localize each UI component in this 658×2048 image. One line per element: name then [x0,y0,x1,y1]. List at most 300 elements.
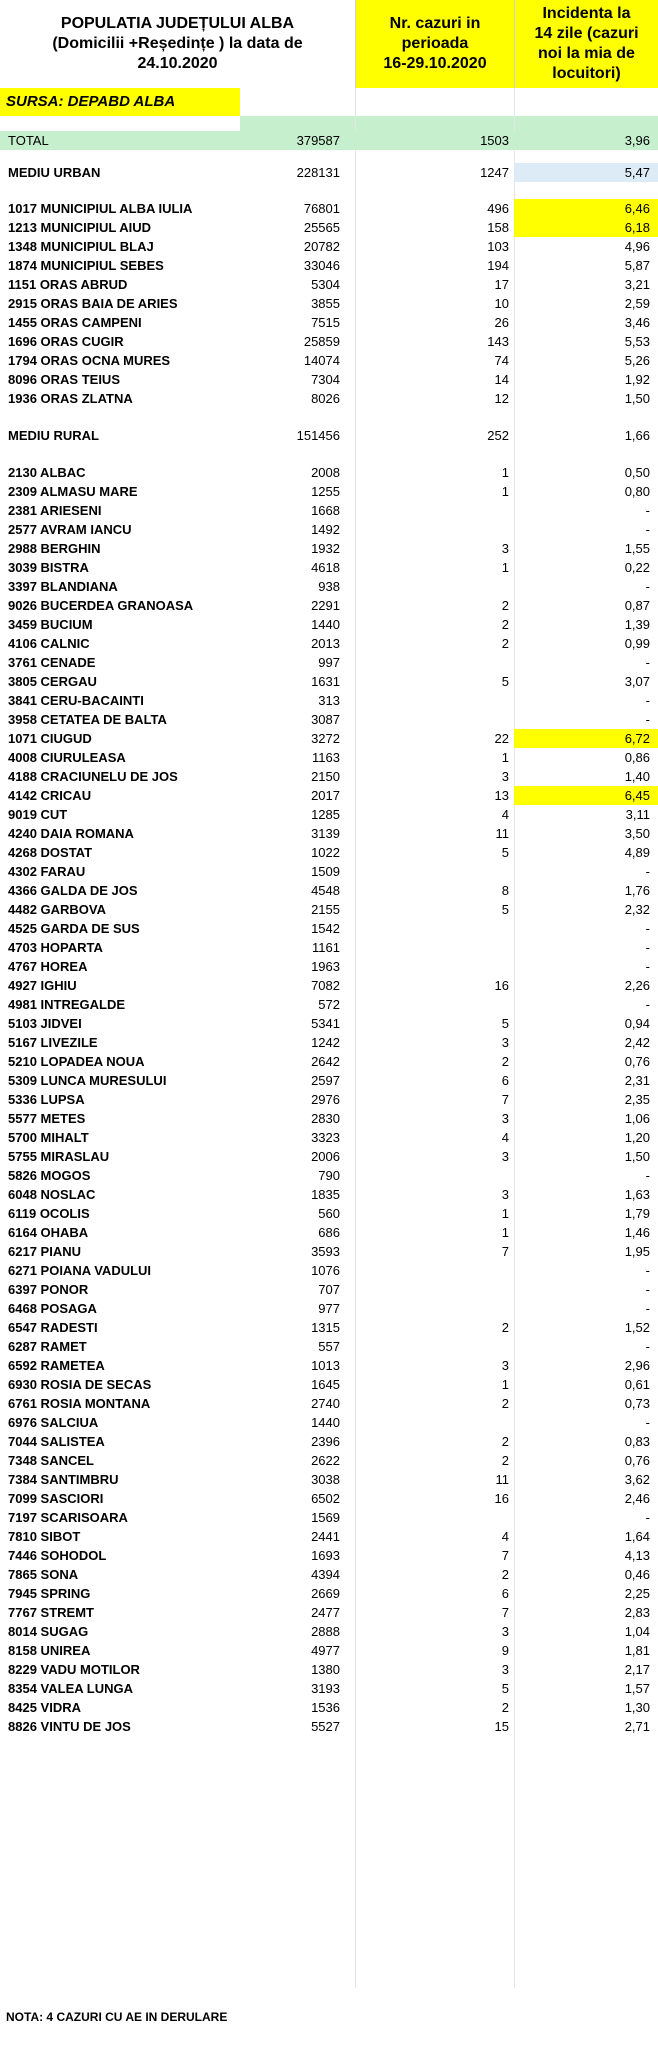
row-incidence: 0,87 [624,598,650,613]
row-incidence: 0,86 [624,750,650,765]
row-incidence: 3,21 [624,277,650,292]
row-name: 5336 LUPSA [8,1092,85,1107]
row-cases: 2 [501,1054,509,1069]
row-population: 76801 [303,201,340,216]
row-population: 1440 [311,617,340,632]
row-incidence: 1,95 [624,1244,650,1259]
row-cases: 2 [501,1567,509,1582]
row-population: 25859 [303,334,340,349]
row-name: MEDIU RURAL [8,428,99,443]
row-incidence: 3,07 [624,674,650,689]
row-cases: 11 [495,1472,509,1487]
row-name: 5309 LUNCA MURESULUI [8,1073,167,1088]
row-population: 3593 [311,1244,340,1259]
row-cases: 6 [501,1586,509,1601]
row-name: 1455 ORAS CAMPENI [8,315,142,330]
row-cases: 74 [494,353,509,368]
row-name: 1071 CIUGUD [8,731,92,746]
row-name: 4302 FARAU [8,864,86,879]
row-incidence: - [645,655,650,670]
row-incidence: 1,52 [624,1320,650,1335]
table-row [0,976,658,995]
row-cases: 10 [494,296,509,311]
row-name: 7767 STREMT [8,1605,94,1620]
row-population: 379587 [296,133,340,148]
row-population: 2622 [311,1453,340,1468]
row-name: 4767 HOREA [8,959,88,974]
row-incidence: 2,32 [624,902,650,917]
row-name: 5826 MOGOS [8,1168,91,1183]
row-incidence: 1,76 [624,883,650,898]
row-cases: 1 [501,1206,509,1221]
row-cases: 5 [501,1016,509,1031]
row-cases: 3 [501,1358,509,1373]
row-name: 1348 MUNICIPIUL BLAJ [8,239,154,254]
row-cases: 5 [501,674,509,689]
row-incidence: - [645,522,650,537]
table-row [0,691,658,710]
row-cases: 14 [494,372,509,387]
row-incidence: 1,63 [624,1187,650,1202]
row-name: 2130 ALBAC [8,465,86,480]
row-population: 25565 [303,220,340,235]
row-incidence: 2,42 [624,1035,650,1050]
row-incidence: 1,79 [624,1206,650,1221]
table-row [0,1014,658,1033]
table-row [0,558,658,577]
row-incidence: 1,55 [624,541,650,556]
row-population: 2441 [311,1529,340,1544]
row-population: 2155 [311,902,340,917]
row-population: 1163 [312,750,340,765]
row-cases: 1 [501,1377,509,1392]
table-row [0,900,658,919]
row-name: 4188 CRACIUNELU DE JOS [8,769,178,784]
table-row [0,501,658,520]
row-population: 1013 [311,1358,340,1373]
table-row [0,520,658,539]
row-cases: 4 [501,1130,509,1145]
row-population: 2830 [311,1111,340,1126]
row-incidence: 0,94 [624,1016,650,1031]
table-row [0,862,658,881]
row-name: 4927 IGHIU [8,978,77,993]
row-population: 1509 [311,864,340,879]
row-population: 1835 [311,1187,340,1202]
table-row [0,653,658,672]
row-cases: 7 [501,1092,509,1107]
row-population: 1631 [311,674,340,689]
row-name: 3761 CENADE [8,655,96,670]
row-population: 1693 [311,1548,340,1563]
row-cases: 2 [501,1453,509,1468]
table-row [0,1204,658,1223]
table-row [0,1147,658,1166]
row-name: 1151 ORAS ABRUD [8,277,128,292]
table-row [0,218,658,237]
row-cases: 5 [501,902,509,917]
table-row [0,463,658,482]
row-name: 8158 UNIREA [8,1643,91,1658]
header-incidence [514,0,658,88]
table-row [0,163,658,182]
row-name: 8425 VIDRA [8,1700,81,1715]
row-incidence: 1,66 [624,428,650,443]
table-row [0,729,658,748]
table-row [0,370,658,389]
row-cases: 1 [501,750,509,765]
row-cases: 3 [501,1149,509,1164]
row-incidence: 4,13 [624,1548,650,1563]
row-cases: 16 [494,978,509,993]
row-population: 14074 [303,353,340,368]
table-row [0,1394,658,1413]
row-name: 3039 BISTRA [8,560,89,575]
row-incidence: 1,81 [624,1643,650,1658]
row-population: 560 [318,1206,340,1221]
row-population: 1542 [311,921,340,936]
row-population: 3272 [311,731,340,746]
row-name: MEDIU URBAN [8,165,101,180]
table-row [0,596,658,615]
row-population: 151456 [296,428,340,443]
row-cases: 1 [501,560,509,575]
table-row [0,1052,658,1071]
row-cases: 12 [494,391,509,406]
table-row [0,1717,658,1736]
row-incidence: - [645,940,650,955]
row-population: 1645 [311,1377,340,1392]
row-name: 2381 ARIESENI [8,503,102,518]
row-incidence: 6,18 [624,220,650,235]
table-row [0,1546,658,1565]
row-name: 6761 ROSIA MONTANA [8,1396,151,1411]
row-population: 2976 [311,1092,340,1107]
row-name: 6976 SALCIUA [8,1415,99,1430]
table-row [0,710,658,729]
row-name: 7384 SANTIMBRU [8,1472,119,1487]
row-population: 1285 [311,807,340,822]
row-name: 5755 MIRASLAU [8,1149,110,1164]
row-population: 5304 [311,277,340,292]
row-population: 1315 [311,1320,340,1335]
row-cases: 16 [494,1491,509,1506]
header-cases [355,0,514,88]
row-incidence: - [645,997,650,1012]
table-row [0,1280,658,1299]
row-incidence: 3,46 [624,315,650,330]
row-cases: 2 [501,1700,509,1715]
row-population: 2477 [311,1605,340,1620]
row-name: 8229 VADU MOTILOR [8,1662,140,1677]
row-cases: 2 [501,617,509,632]
row-cases: 4 [501,1529,509,1544]
row-name: 7099 SASCIORI [8,1491,104,1506]
row-population: 3139 [311,826,340,841]
row-name: 6048 NOSLAC [8,1187,96,1202]
row-incidence: 5,26 [624,353,650,368]
row-name: 1936 ORAS ZLATNA [8,391,133,406]
row-population: 3855 [311,296,340,311]
row-name: 2988 BERGHIN [8,541,101,556]
row-incidence: 0,22 [624,560,650,575]
row-population: 7304 [311,372,340,387]
table-row [0,1356,658,1375]
row-cases: 1 [501,484,509,499]
row-cases: 2 [501,1396,509,1411]
row-name: TOTAL [8,133,49,148]
row-incidence: 1,06 [624,1111,650,1126]
row-incidence: 2,31 [624,1073,650,1088]
table-row [0,767,658,786]
row-name: 8096 ORAS TEIUS [8,372,120,387]
row-incidence: 3,62 [624,1472,650,1487]
header-cases-text: Nr. cazuri in perioada 16-29.10.2020 [383,15,487,72]
row-incidence: - [645,864,650,879]
row-cases: 6 [501,1073,509,1088]
row-population: 1440 [311,1415,340,1430]
table-row [0,1565,658,1584]
row-cases: 496 [487,201,509,216]
row-cases: 143 [487,334,509,349]
row-population: 1242 [311,1035,340,1050]
row-name: 7945 SPRING [8,1586,91,1601]
table-row [0,237,658,256]
row-population: 8026 [311,391,340,406]
table-row [0,1679,658,1698]
row-incidence: 1,30 [624,1700,650,1715]
row-cases: 2 [501,636,509,651]
row-incidence: 1,50 [624,391,650,406]
row-population: 1161 [312,940,340,955]
row-name: 4240 DAIA ROMANA [8,826,134,841]
row-incidence: 1,40 [624,769,650,784]
row-name: 3958 CETATEA DE BALTA [8,712,167,727]
row-population: 1022 [311,845,340,860]
row-incidence: - [645,503,650,518]
row-name: 4703 HOPARTA [8,940,103,955]
row-name: 6217 PIANU [8,1244,81,1259]
row-incidence: 2,35 [624,1092,650,1107]
table-row [0,1603,658,1622]
row-cases: 194 [487,258,509,273]
row-population: 2888 [311,1624,340,1639]
row-population: 228131 [296,165,340,180]
row-name: 5577 METES [8,1111,86,1126]
row-incidence: 1,20 [624,1130,650,1145]
row-incidence: 2,25 [624,1586,650,1601]
row-incidence: 0,73 [624,1396,650,1411]
row-cases: 1503 [480,133,509,148]
row-incidence: 0,80 [624,484,650,499]
row-name: 4106 CALNIC [8,636,90,651]
row-population: 1492 [311,522,340,537]
row-population: 7515 [311,315,340,330]
row-incidence: 5,47 [624,165,650,180]
table-row [0,332,658,351]
row-name: 6547 RADESTI [8,1320,98,1335]
row-incidence: 1,04 [624,1624,650,1639]
table-row [0,275,658,294]
row-cases: 22 [494,731,509,746]
row-cases: 7 [501,1605,509,1620]
row-name: 4008 CIURULEASA [8,750,126,765]
table-row [0,1470,658,1489]
row-name: 4268 DOSTAT [8,845,93,860]
row-population: 707 [318,1282,340,1297]
row-cases: 7 [501,1244,509,1259]
row-incidence: - [645,693,650,708]
row-population: 313 [318,693,340,708]
row-incidence: - [645,1301,650,1316]
row-incidence: 2,59 [624,296,650,311]
row-population: 2008 [311,465,340,480]
footnote: NOTA: 4 CAZURI CU AE IN DERULARE [6,2010,228,2024]
row-population: 6502 [311,1491,340,1506]
row-incidence: 3,96 [624,133,650,148]
table-row [0,919,658,938]
row-name: 2309 ALMASU MARE [8,484,138,499]
row-name: 6397 PONOR [8,1282,89,1297]
row-population: 4618 [311,560,340,575]
table-row [0,131,658,150]
row-name: 4142 CRICAU [8,788,92,803]
table-row [0,1432,658,1451]
row-population: 790 [318,1168,340,1183]
row-cases: 3 [501,769,509,784]
header-population [0,0,355,88]
row-name: 5167 LIVEZILE [8,1035,98,1050]
row-population: 4548 [311,883,340,898]
row-population: 557 [318,1339,340,1354]
row-population: 2396 [311,1434,340,1449]
row-incidence: 0,83 [624,1434,650,1449]
row-population: 686 [318,1225,340,1240]
row-population: 3087 [311,712,340,727]
table-row [0,957,658,976]
table-row [0,351,658,370]
row-name: 9026 BUCERDEA GRANOASA [8,598,194,613]
row-population: 2017 [311,788,340,803]
row-name: 3841 CERU-BACAINTI [8,693,144,708]
row-name: 4981 INTREGALDE [8,997,126,1012]
row-population: 1076 [311,1263,340,1278]
row-name: 1017 MUNICIPIUL ALBA IULIA [8,201,193,216]
row-cases: 2 [501,598,509,613]
row-population: 2740 [311,1396,340,1411]
table-row [0,1337,658,1356]
table-row [0,805,658,824]
table-row [0,1527,658,1546]
row-name: 8014 SUGAG [8,1624,89,1639]
row-name: 6468 POSAGA [8,1301,97,1316]
table-row [0,1223,658,1242]
row-cases: 2 [501,1434,509,1449]
row-name: 8826 VINTU DE JOS [8,1719,131,1734]
row-population: 997 [318,655,340,670]
table-row [0,1413,658,1432]
row-cases: 103 [487,239,509,254]
table-row [0,1622,658,1641]
table-row [0,482,658,501]
row-cases: 9 [501,1643,509,1658]
table-row [0,1166,658,1185]
header-population-text: POPULATIA JUDEȚULUI ALBA (Domicilii +Reședințe ) la data de 24.10.2020 [52,15,303,72]
row-cases: 11 [495,826,509,841]
table-row [0,577,658,596]
row-cases: 3 [501,1035,509,1050]
row-name: 1696 ORAS CUGIR [8,334,124,349]
table-row [0,1242,658,1261]
row-incidence: - [645,1510,650,1525]
row-incidence: 6,45 [624,788,650,803]
row-cases: 1 [501,1225,509,1240]
row-population: 5341 [311,1016,340,1031]
table-row [0,1489,658,1508]
table-row [0,1071,658,1090]
table-row [0,1185,658,1204]
row-population: 3193 [311,1681,340,1696]
table-row [0,843,658,862]
row-incidence: 5,53 [624,334,650,349]
row-incidence: 5,87 [624,258,650,273]
source-label: SURSA: DEPABD ALBA [0,88,240,116]
row-incidence: - [645,959,650,974]
row-cases: 5 [501,845,509,860]
row-cases: 26 [494,315,509,330]
row-cases: 4 [501,807,509,822]
table-row [0,313,658,332]
row-name: 4525 GARDA DE SUS [8,921,140,936]
row-name: 6592 RAMETEA [8,1358,105,1373]
row-cases: 5 [501,1681,509,1696]
row-name: 7810 SIBOT [8,1529,81,1544]
row-population: 4394 [311,1567,340,1582]
row-incidence: 0,76 [624,1453,650,1468]
row-name: 6930 ROSIA DE SECAS [8,1377,152,1392]
table-row [0,1641,658,1660]
row-population: 7082 [311,978,340,993]
row-name: 2577 AVRAM IANCU [8,522,132,537]
row-incidence: 0,99 [624,636,650,651]
row-incidence: - [645,1415,650,1430]
row-name: 6119 OCOLIS [8,1206,90,1221]
row-population: 4977 [311,1643,340,1658]
table-row [0,1375,658,1394]
row-population: 2150 [311,769,340,784]
row-cases: 158 [487,220,509,235]
row-name: 5700 MIHALT [8,1130,89,1145]
table-row [0,199,658,218]
row-population: 2597 [311,1073,340,1088]
row-cases: 3 [501,1624,509,1639]
row-name: 4482 GARBOVA [8,902,107,917]
row-incidence: - [645,1168,650,1183]
row-cases: 7 [501,1548,509,1563]
table-row [0,1090,658,1109]
row-name: 5103 JIDVEI [8,1016,82,1031]
table-row [0,1261,658,1280]
table-row [0,1508,658,1527]
row-population: 2006 [311,1149,340,1164]
row-name: 2915 ORAS BAIA DE ARIES [8,296,178,311]
row-cases: 1 [501,465,509,480]
row-name: 1874 MUNICIPIUL SEBES [8,258,164,273]
row-population: 3323 [311,1130,340,1145]
row-population: 1963 [311,959,340,974]
row-name: 5210 LOPADEA NOUA [8,1054,145,1069]
row-name: 7044 SALISTEA [8,1434,105,1449]
